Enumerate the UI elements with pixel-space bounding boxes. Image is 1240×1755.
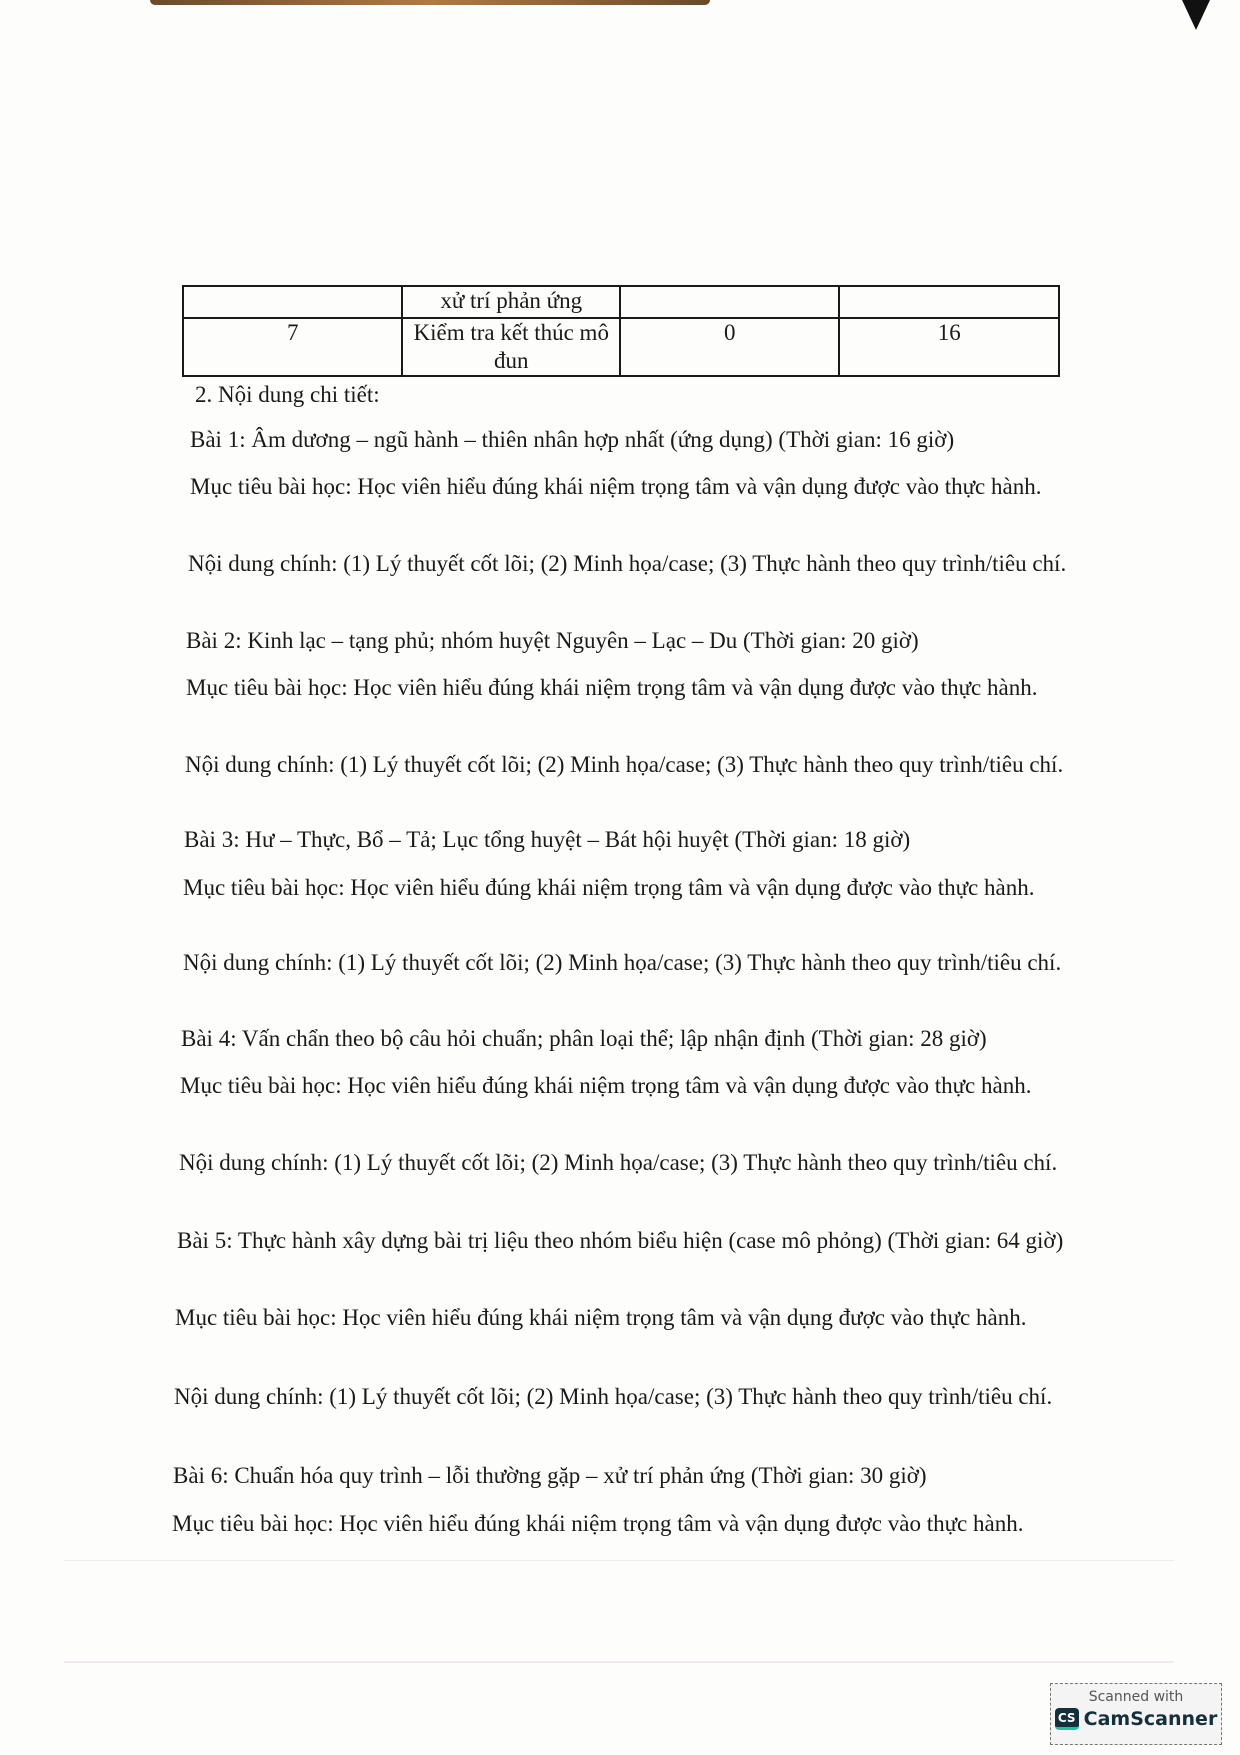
lesson-objective: Mục tiêu bài học: Học viên hiểu đúng khái niệm trọng tâm và vận dụng được vào thực hành. (172, 1511, 1024, 1536)
watermark-caption: Scanned with (1088, 1689, 1184, 1705)
table-cell (183, 286, 402, 318)
lesson-objective: Mục tiêu bài học: Học viên hiểu đúng khái niệm trọng tâm và vận dụng được vào thực hành. (180, 1073, 1032, 1098)
section-title: 2. Nội dung chi tiết: (195, 382, 380, 407)
table-cell (839, 286, 1059, 318)
camscanner-watermark (1050, 1683, 1222, 1745)
lesson-content: Nội dung chính: (1) Lý thuyết cốt lõi; (2) Minh họa/case; (3) Thực hành theo quy trình/tiêu chí. (185, 752, 1064, 777)
table-cell: 7 (183, 318, 402, 376)
lesson-objective: Mục tiêu bài học: Học viên hiểu đúng khái niệm trọng tâm và vận dụng được vào thực hành. (190, 474, 1042, 499)
lesson-content: Nội dung chính: (1) Lý thuyết cốt lõi; (2) Minh họa/case; (3) Thực hành theo quy trình/tiêu chí. (179, 1150, 1058, 1175)
table-row (183, 318, 1059, 376)
table-cell: Kiểm tra kết thúc mô đun (402, 318, 620, 376)
camscanner-logo-icon: CS (1055, 1708, 1079, 1730)
lesson-title: Bài 3: Hư – Thực, Bổ – Tả; Lục tổng huyệt – Bát hội huyệt (Thời gian: 18 giờ) (184, 827, 911, 852)
lesson-content: Nội dung chính: (1) Lý thuyết cốt lõi; (2) Minh họa/case; (3) Thực hành theo quy trình/tiêu chí. (183, 950, 1062, 975)
watermark-brand: CamScanner (1083, 1708, 1218, 1730)
page-edge (64, 1560, 1174, 1663)
table-cell: 16 (839, 318, 1059, 376)
lesson-objective: Mục tiêu bài học: Học viên hiểu đúng khái niệm trọng tâm và vận dụng được vào thực hành. (186, 675, 1038, 700)
lesson-objective: Mục tiêu bài học: Học viên hiểu đúng khái niệm trọng tâm và vận dụng được vào thực hành. (175, 1305, 1027, 1330)
scan-corner (1182, 0, 1210, 30)
lesson-title: Bài 6: Chuẩn hóa quy trình – lỗi thường gặp – xử trí phản ứng (Thời gian: 30 giờ) (173, 1463, 927, 1488)
lesson-title: Bài 4: Vấn chẩn theo bộ câu hỏi chuẩn; phân loại thể; lập nhận định (Thời gian: 28 giờ) (181, 1026, 987, 1051)
scan-edge (150, 0, 710, 5)
module-table (182, 285, 1060, 377)
table-row (183, 286, 1059, 318)
lesson-title: Bài 2: Kinh lạc – tạng phủ; nhóm huyệt Nguyên – Lạc – Du (Thời gian: 20 giờ) (186, 628, 919, 653)
lesson-content: Nội dung chính: (1) Lý thuyết cốt lõi; (2) Minh họa/case; (3) Thực hành theo quy trình/tiêu chí. (174, 1384, 1053, 1409)
lesson-objective: Mục tiêu bài học: Học viên hiểu đúng khái niệm trọng tâm và vận dụng được vào thực hành. (183, 875, 1035, 900)
lesson-title: Bài 1: Âm dương – ngũ hành – thiên nhân hợp nhất (ứng dụng) (Thời gian: 16 giờ) (190, 427, 955, 452)
lesson-title: Bài 5: Thực hành xây dựng bài trị liệu theo nhóm biểu hiện (case mô phỏng) (Thời gian: 64 giờ) (177, 1228, 1064, 1253)
table-cell (620, 286, 839, 318)
table-cell: xử trí phản ứng (402, 286, 620, 318)
table-cell: 0 (620, 318, 839, 376)
lesson-content: Nội dung chính: (1) Lý thuyết cốt lõi; (2) Minh họa/case; (3) Thực hành theo quy trình/tiêu chí. (188, 551, 1067, 576)
